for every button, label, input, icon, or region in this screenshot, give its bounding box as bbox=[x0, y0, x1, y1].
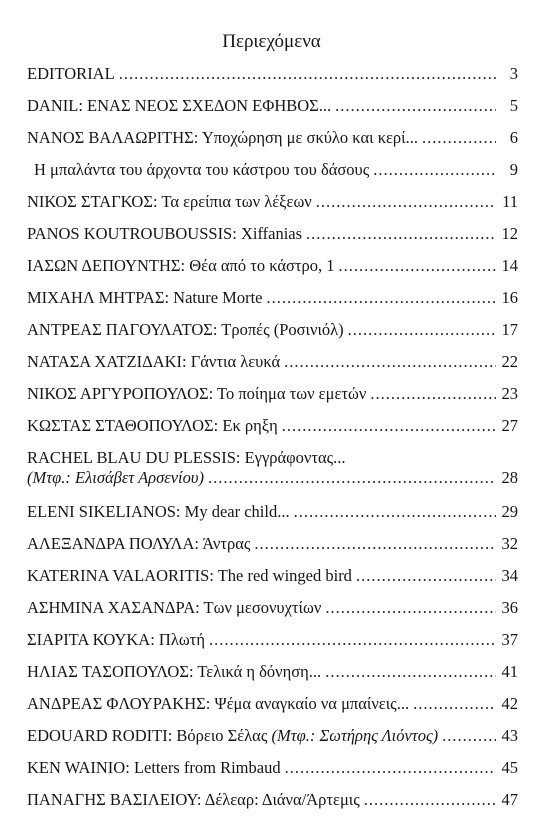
toc-page-number: 12 bbox=[501, 224, 518, 243]
toc-author: ΣΙΑΡΙΤΑ ΚΟΥΚΑ: bbox=[27, 630, 155, 649]
dot-leader bbox=[442, 726, 496, 746]
toc-page-number: 36 bbox=[501, 598, 518, 617]
toc-author: ΙΑΣΩΝ ΔΕΠΟΥΝΤΗΣ: bbox=[27, 256, 186, 275]
toc-author: ΝΑΝΟΣ ΒΑΛΑΩΡΙΤΗΣ: bbox=[27, 128, 199, 147]
toc-page-number: 17 bbox=[501, 320, 518, 339]
toc-row bbox=[27, 658, 518, 690]
toc-page-number: 37 bbox=[501, 630, 518, 649]
toc-title: Βόρειο Σέλας bbox=[176, 726, 268, 745]
toc-row bbox=[27, 562, 518, 594]
toc-page-number: 41 bbox=[501, 662, 518, 681]
toc-page-number: 22 bbox=[501, 352, 518, 371]
toc-page-number: 9 bbox=[509, 160, 518, 179]
toc-author: KEN WAINIO: bbox=[27, 758, 130, 777]
toc-author: EDITORIAL bbox=[27, 64, 115, 83]
toc-author: ΚΩΣΤΑΣ ΣΤΑΘΟΠΟΥΛΟΣ: bbox=[27, 416, 219, 435]
dot-leader bbox=[356, 566, 496, 586]
dot-leader bbox=[413, 694, 496, 714]
toc-page-number: 23 bbox=[501, 384, 518, 403]
toc-author: ΑΝΔΡΕΑΣ ΦΛΟΥΡΑΚΗΣ: bbox=[27, 694, 211, 713]
dot-leader bbox=[364, 790, 496, 810]
toc-page-number: 34 bbox=[501, 566, 518, 585]
toc-entry bbox=[27, 694, 409, 714]
toc-row bbox=[27, 594, 518, 626]
toc-entry bbox=[27, 288, 263, 308]
dot-leader bbox=[335, 96, 496, 116]
toc-author: RACHEL BLAU DU PLESSIS: bbox=[27, 448, 241, 467]
toc-page-number: 45 bbox=[501, 758, 518, 777]
toc-entry bbox=[27, 662, 321, 682]
toc-row bbox=[27, 380, 518, 412]
toc-author: ΝΑΤΑΣΑ ΧΑΤΖΙΔΑΚΙ: bbox=[27, 352, 187, 371]
toc-author: KATERINA VALAORITIS: bbox=[27, 566, 214, 585]
toc-title: ΕΝΑΣ ΝΕΟΣ ΣΧΕΔΟΝ ΕΦΗΒΟΣ... bbox=[87, 96, 332, 115]
toc-title: Το ποίημα των εμετών bbox=[217, 384, 367, 403]
toc-title: Η μπαλάντα του άρχοντα του κάστρου του δάσους bbox=[34, 160, 370, 179]
toc-entry bbox=[27, 384, 366, 404]
toc-author: ΑΛΕΞΑΝΔΡΑ ΠΟΛΥΛΑ: bbox=[27, 534, 199, 553]
toc-author: ΑΣΗΜΙΝΑ ΧΑΣΑΝΔΡΑ: bbox=[27, 598, 200, 617]
toc-row bbox=[27, 626, 518, 658]
toc-page-number: 3 bbox=[509, 64, 518, 83]
dot-leader bbox=[119, 64, 496, 84]
toc-translator: (Μτφ.: Ελισάβετ Αρσενίου) bbox=[27, 468, 204, 487]
toc-row bbox=[27, 530, 518, 562]
toc-page-number: 28 bbox=[501, 468, 518, 487]
toc-title: Θέα από το κάστρο, 1 bbox=[189, 256, 335, 275]
dot-leader bbox=[282, 416, 496, 436]
toc-title: Των μεσονυχτίων bbox=[203, 598, 322, 617]
toc-row bbox=[27, 60, 518, 92]
toc-page-number: 42 bbox=[501, 694, 518, 713]
dot-leader bbox=[370, 384, 496, 404]
toc-entry bbox=[27, 726, 438, 746]
dot-leader bbox=[339, 256, 496, 276]
toc-entry bbox=[27, 224, 302, 244]
toc-page-number: 16 bbox=[501, 288, 518, 307]
toc-entry bbox=[27, 790, 360, 810]
dot-leader bbox=[373, 160, 496, 180]
toc-row bbox=[27, 188, 518, 220]
toc-title: Xiffanias bbox=[240, 224, 303, 243]
toc-entry bbox=[27, 566, 352, 586]
toc-row bbox=[27, 722, 518, 754]
toc-entry bbox=[27, 502, 290, 522]
toc-entry bbox=[27, 64, 115, 84]
toc-entry bbox=[27, 468, 204, 488]
toc-entry bbox=[27, 630, 205, 650]
toc-page-number: 47 bbox=[501, 790, 518, 809]
toc-title: Τελικά η δόνηση... bbox=[197, 662, 322, 681]
toc-entry bbox=[27, 758, 281, 778]
toc-author: ΝΙΚΟΣ ΣΤΑΓΚΟΣ: bbox=[27, 192, 158, 211]
toc-translator: (Μτφ.: Σωτήρης Λιόντος) bbox=[271, 726, 439, 745]
toc-title: The red winged bird bbox=[217, 566, 352, 585]
toc-row bbox=[27, 412, 518, 444]
toc-entry bbox=[27, 192, 312, 212]
dot-leader bbox=[209, 630, 496, 650]
dot-leader bbox=[208, 468, 496, 488]
toc-author: ELENI SIKELIANOS: bbox=[27, 502, 181, 521]
dot-leader bbox=[267, 288, 497, 308]
toc-row bbox=[27, 348, 518, 380]
toc-author: PANOS KOUTROUBOUSSIS: bbox=[27, 224, 237, 243]
toc-row bbox=[27, 466, 518, 498]
dot-leader bbox=[284, 352, 496, 372]
toc-title: Πλωτή bbox=[158, 630, 205, 649]
toc-page-number: 14 bbox=[501, 256, 518, 275]
toc-entry bbox=[27, 598, 321, 618]
dot-leader bbox=[306, 224, 496, 244]
toc-page-number: 27 bbox=[501, 416, 518, 435]
toc-author: ΗΛΙΑΣ ΤΑΣΟΠΟΥΛΟΣ: bbox=[27, 662, 194, 681]
toc-row bbox=[27, 498, 518, 530]
toc-author: DANIL: bbox=[27, 96, 83, 115]
toc-page-number: 29 bbox=[501, 502, 518, 521]
toc-title: Εγγράφοντας... bbox=[244, 448, 346, 467]
toc-page-number: 43 bbox=[501, 726, 518, 745]
toc-author: ΑΝΤΡΕΑΣ ΠΑΓΟΥΛΑΤΟΣ: bbox=[27, 320, 218, 339]
toc-row bbox=[27, 124, 518, 156]
toc-title: Τα ερείπια των λέξεων bbox=[161, 192, 312, 211]
toc-entry bbox=[27, 128, 418, 148]
dot-leader bbox=[348, 320, 496, 340]
toc-row bbox=[27, 220, 518, 252]
toc-title: Letters from Rimbaud bbox=[133, 758, 281, 777]
toc-row bbox=[27, 92, 518, 124]
toc-title: Ψέμα αναγκαίο να μπαίνεις... bbox=[214, 694, 410, 713]
toc-entry bbox=[27, 96, 331, 116]
toc-entry bbox=[27, 448, 346, 468]
toc-author: ΜΙΧΑΗΛ ΜΗΤΡΑΣ: bbox=[27, 288, 170, 307]
toc-title: Υποχώρηση με σκύλο και κερί... bbox=[201, 128, 418, 147]
dot-leader bbox=[422, 128, 496, 148]
toc-entry bbox=[27, 256, 335, 276]
page-title: Περιεχόμενα bbox=[222, 31, 321, 52]
toc-page-number: 11 bbox=[502, 192, 518, 211]
table-of-contents bbox=[27, 60, 518, 818]
toc-title: My dear child... bbox=[184, 502, 290, 521]
toc-row bbox=[27, 284, 518, 316]
toc-row bbox=[27, 316, 518, 348]
toc-author: ΝΙΚΟΣ ΑΡΓΥΡΟΠΟΥΛΟΣ: bbox=[27, 384, 214, 403]
toc-page-number: 6 bbox=[509, 128, 518, 147]
dot-leader bbox=[325, 598, 496, 618]
toc-entry bbox=[27, 534, 250, 554]
dot-leader bbox=[325, 662, 496, 682]
toc-title: Άντρας bbox=[202, 534, 251, 553]
toc-row bbox=[27, 786, 518, 818]
toc-title: Τροπές (Ροσινιόλ) bbox=[221, 320, 344, 339]
toc-row bbox=[27, 754, 518, 786]
toc-row bbox=[27, 444, 518, 466]
toc-entry bbox=[27, 160, 369, 180]
toc-page-number: 32 bbox=[501, 534, 518, 553]
dot-leader bbox=[294, 502, 496, 522]
toc-title: Εκ ρηξη bbox=[222, 416, 278, 435]
toc-entry bbox=[27, 320, 344, 340]
toc-title: Nature Morte bbox=[173, 288, 263, 307]
toc-entry bbox=[27, 352, 280, 372]
toc-row bbox=[27, 252, 518, 284]
toc-entry bbox=[27, 416, 278, 436]
dot-leader bbox=[285, 758, 496, 778]
toc-title: Γάντια λευκά bbox=[190, 352, 281, 371]
toc-row bbox=[27, 156, 518, 188]
toc-author: EDOUARD RODITI: bbox=[27, 726, 173, 745]
toc-row bbox=[27, 690, 518, 722]
toc-page-number: 5 bbox=[509, 96, 518, 115]
toc-author: ΠΑΝΑΓΗΣ ΒΑΣΙΛΕΙΟΥ: bbox=[27, 790, 202, 809]
dot-leader bbox=[254, 534, 496, 554]
toc-title: Δέλεαρ: Διάνα/Άρτεμις bbox=[204, 790, 360, 809]
dot-leader bbox=[316, 192, 496, 212]
